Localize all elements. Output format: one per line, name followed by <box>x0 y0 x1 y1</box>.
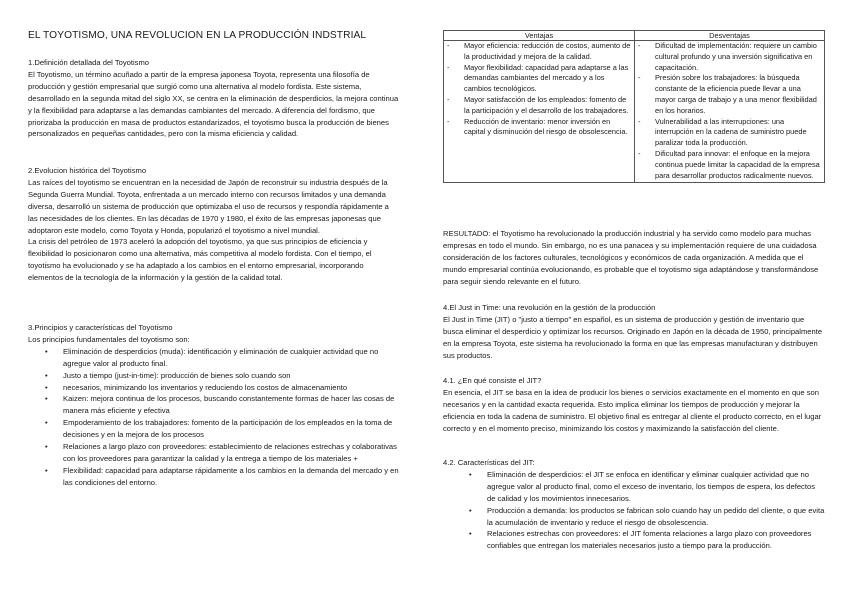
section-body: El Just in Time (JIT) o "justo a tiempo" en español, es un sistema de producción y gestión de inventario que busca eliminar el desperdicio y optimizar los recursos. Originado en Japón en la década de 1950, principalmente en la empresa Toyota, este sistema ha revolucionado la forma en que las empresas manufacturan y distribuyen sus productos. <box>443 314 823 360</box>
list-item: • Justo a tiempo (just-in-time): producción de bienes solo cuando son <box>28 370 400 382</box>
desventajas-cell <box>635 41 825 183</box>
list-item: - Vulnerabilidad a las interrupciones: una interrupción en la cadena de suministro puede paralizar toda la producción. <box>635 117 822 149</box>
ventajas-cell <box>444 41 635 183</box>
list-item: • Flexibilidad: capacidad para adaptarse rápidamente a los cambios en la demanda del mercado y en las condiciones del entorno. <box>28 465 400 489</box>
list-item: • Eliminación de desperdicios: el JIT se enfoca en identificar y eliminar cualquier actividad que no agregue valor al producto final, como el exceso de inventario, los tiempos de espera, los defectos de calidad y los movimientos innecesarios. <box>443 469 825 505</box>
section-heading: 4.El Just in Time: una revolución en la gestión de la producción <box>443 303 656 312</box>
section-heading: 1.Definición detallada del Toyotismo <box>28 58 150 67</box>
list-item: • Kaizen: mejora continua de los procesos, buscando constantemente formas de hacer las cosas de manera más eficiente y efectiva <box>28 393 400 417</box>
section-jit-caracteristicas <box>443 457 825 552</box>
list-item: - Presión sobre los trabajadores: la búsqueda constante de la eficiencia puede llevar a una mayor carga de trabajo y a una menor flexibilidad en los horarios. <box>635 73 822 116</box>
list-item: • Relaciones a largo plazo con proveedores: establecimiento de relaciones estrechas y colaborativas con los proveedores para garantizar la calidad y la entrega a tiempo de los materiales + <box>28 441 400 465</box>
list-item: - Dificultad de implementación: requiere un cambio cultural profundo y una inversión significativa en capacitación. <box>635 41 822 73</box>
list-item: • Relaciones estrechas con proveedores: el JIT fomenta relaciones a largo plazo con proveedores confiables que entregan los materiales necesarios justo a tiempo para la producción. <box>443 528 825 552</box>
section-body: Las raíces del toyotismo se encuentran en la necesidad de Japón de reconstruir su industria después de la Segunda Guerra Mundial. Toyota, enfrentada a un mercado interno con recursos limitados y una demanda diversa, desarrolló un sistema de producción que optimizaba el uso de recursos y respondía rápidamente a las necesidades de los clientes. En las décadas de 1970 y 1980, el éxito de las empresas japonesas que adoptaron este modelo, como Toyota y Honda, popularizó el toyotismo a nivel mundial. <box>28 177 389 235</box>
principles-list <box>28 346 400 489</box>
list-item: - Mayor flexibilidad: capacidad para adaptarse a las demandas cambiantes del mercado y a los cambios tecnológicos. <box>444 63 632 95</box>
list-item: - Mayor satisfacción de los empleados: fomento de la participación y el desarrollo de los trabajadores. <box>444 95 632 117</box>
table-header-desventajas: Desventajas <box>635 31 825 41</box>
document-title: EL TOYOTISMO, UNA REVOLUCION EN LA PRODUCCIÓN INDSTRIAL <box>28 30 367 41</box>
section-intro: Los principios fundamentales del toyotismo son: <box>28 334 190 344</box>
section-jit-consiste <box>443 375 825 435</box>
table-header-ventajas: Ventajas <box>444 31 635 41</box>
section-definicion <box>28 57 400 140</box>
section-resultado <box>443 228 825 288</box>
ventajas-desventajas-table <box>443 30 825 183</box>
section-body: La crisis del petróleo de 1973 aceleró la adopción del toyotismo, ya que sus principios de eficiencia y flexibilidad lo posicionaron como una alternativa, más competitiva al modelo fordista. Con el tiempo, el toyotismo ha evolucionado y se ha adaptado a los cambios en el entorno empresarial, incorporando elementos de la tecnología de la información y la gestión de la calidad total. <box>28 237 372 283</box>
list-item: • necesarios, minimizando los inventarios y reduciendo los costos de almacenamiento <box>28 382 400 394</box>
list-item: • Eliminación de desperdicios (muda): identificación y eliminación de cualquier actividad que no agregue valor al producto final. <box>28 346 400 370</box>
section-heading: 4.2. Características del JIT: <box>443 458 535 467</box>
list-item: • Producción a demanda: los productos se fabrican solo cuando hay un pedido del cliente, o que evita la acumulación de inventario y reduce el riesgo de obsolescencia. <box>443 505 825 529</box>
resultado-text: RESULTADO: el Toyotismo ha revolucionado la producción industrial y ha servido como modelo para muchas empresas en todo el mundo. Sin embargo, no es una panacea y su implementación requiere de una cuidadosa consideración de los factores culturales, tecnológicos y económicos de cada organización. A medida que el mundo empresarial continúa evolucionando, es probable que el toyotismo siga adaptándose y transformándose para seguir siendo relevante en el futuro. <box>443 229 819 286</box>
section-heading: 3.Principios y características del Toyotismo <box>28 323 173 332</box>
section-heading: 2.Evolucion histórica del Toyotismo <box>28 166 147 175</box>
list-item: - Dificultad para innovar: el enfoque en la mejora continua puede limitar la capacidad de la empresa para desarrollar productos radicalmente nuevos. <box>635 149 822 181</box>
list-item: - Mayor eficiencia: reducción de costos, aumento de la productividad y mejora de la calidad. <box>444 41 632 63</box>
list-item: - Reducción de inventario: menor inversión en capital y disminución del riesgo de obsolescencia. <box>444 117 632 139</box>
section-principios <box>28 322 400 489</box>
section-jit <box>443 302 825 362</box>
section-evolucion <box>28 165 400 284</box>
section-heading: 4.1. ¿En qué consiste el JIT? <box>443 376 542 385</box>
section-body: El Toyotismo, un término acuñado a partir de la empresa japonesa Toyota, representa una filosofía de producción y gestión empresarial que surgió como una alternativa al modelo fordista. Este sistema, desarrollado en la segunda mitad del siglo XX, se centra en la eliminación de desperdicios, la mejora continua y la flexibilidad para adaptarse a las demandas cambiantes del mercado. A diferencia del fordismo, que priorizaba la producción en masa de productos estandarizados, el toyotismo busca la producción de bienes personalizados en pequeñas cantidades, pero con la misma eficiencia y calidad. <box>28 69 399 139</box>
list-item: • Empoderamiento de los trabajadores: fomento de la participación de los empleados en la toma de decisiones y en la mejora de los procesos <box>28 417 400 441</box>
jit-features-list <box>443 469 825 552</box>
section-body: En esencia, el JIT se basa en la idea de producir los bienes o servicios exactamente en el momento en que son necesarios y en la cantidad exacta requerida. Esto implica eliminar los tiempos de producción y mejorar la eficiencia en toda la cadena de suministro. El objetivo final es entregar al cliente el producto correcto, en el lugar correcto y en el momento preciso, minimizando los costos y maximizando la satisfacción del cliente. <box>443 387 822 433</box>
